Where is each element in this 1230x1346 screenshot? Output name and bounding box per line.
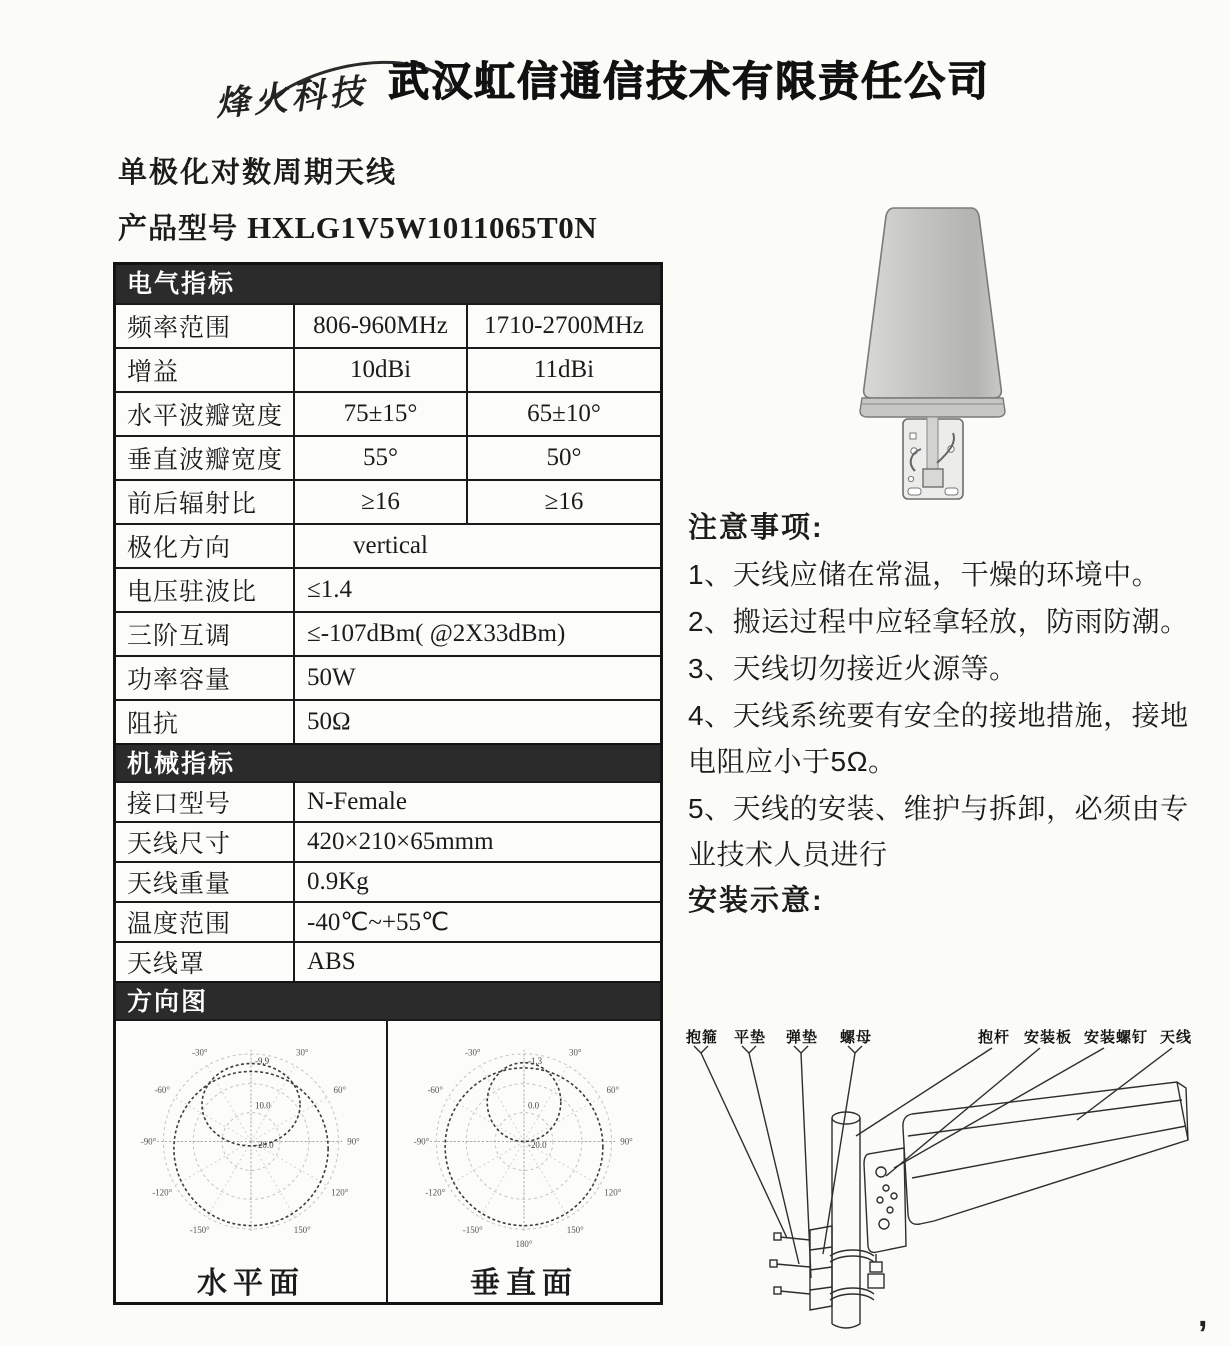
row-value: 50W bbox=[293, 657, 660, 699]
svg-text:-30°: -30° bbox=[464, 1047, 481, 1058]
row-label: 垂直波瓣宽度 bbox=[127, 446, 284, 474]
row-value-band1: 75±15° bbox=[293, 393, 466, 435]
table-row bbox=[116, 567, 660, 611]
svg-text:150°: 150° bbox=[566, 1225, 584, 1236]
row-value: 0.9Kg bbox=[293, 863, 660, 901]
product-title: 单极化对数周期天线 bbox=[118, 157, 398, 189]
row-label: 频率范围 bbox=[127, 314, 232, 342]
row-value-band2: 50° bbox=[466, 437, 660, 479]
svg-text:-60°: -60° bbox=[427, 1085, 443, 1096]
horizontal-pattern-cell bbox=[116, 1021, 388, 1302]
part-label-nut: 螺母 bbox=[840, 1029, 873, 1046]
table-row bbox=[116, 479, 660, 523]
row-value: ABS bbox=[293, 943, 660, 981]
pattern-plots bbox=[116, 1019, 660, 1302]
install-heading: 安装示意: bbox=[688, 885, 824, 917]
part-label-mounting-screw: 安装螺钉 bbox=[1084, 1029, 1149, 1046]
row-value: N-Female bbox=[293, 783, 660, 821]
row-value: 50Ω bbox=[293, 701, 660, 743]
row-value-band1: 806-960MHz bbox=[293, 305, 466, 347]
svg-text:-20.0: -20.0 bbox=[527, 1140, 547, 1151]
part-label-flat-washer: 平垫 bbox=[734, 1029, 767, 1046]
svg-text:60°: 60° bbox=[333, 1085, 347, 1096]
vertical-pattern-plot bbox=[409, 1027, 639, 1256]
row-label: 天线罩 bbox=[127, 950, 206, 978]
svg-text:0.0: 0.0 bbox=[527, 1100, 540, 1111]
svg-text:180°: 180° bbox=[515, 1238, 533, 1249]
svg-text:-150°: -150° bbox=[189, 1225, 210, 1236]
table-row bbox=[116, 861, 660, 901]
plot-caption: 垂直面 bbox=[470, 1267, 578, 1300]
part-label-spring-washer: 弹垫 bbox=[786, 1029, 819, 1046]
notes-section bbox=[688, 505, 1193, 924]
row-value: ≤-107dBm( @2X33dBm) bbox=[293, 613, 660, 655]
row-label: 前后辐射比 bbox=[127, 490, 258, 518]
logo-script-text: 烽火科技 bbox=[213, 72, 369, 124]
installation-drawing bbox=[672, 1018, 1220, 1346]
row-label: 三阶互调 bbox=[127, 622, 232, 650]
plot-caption: 水平面 bbox=[197, 1267, 305, 1300]
svg-text:-90°: -90° bbox=[140, 1136, 157, 1147]
note-item: 3、天线切勿接近火源等。 bbox=[688, 653, 1018, 684]
row-value-band1: 10dBi bbox=[293, 349, 466, 391]
svg-text:150°: 150° bbox=[293, 1225, 311, 1236]
row-value: -40℃~+55℃ bbox=[293, 903, 660, 941]
svg-text:-60°: -60° bbox=[154, 1085, 170, 1096]
product-model-label: 产品型号 bbox=[118, 213, 239, 245]
part-label-mounting-plate: 安装板 bbox=[1024, 1029, 1073, 1046]
svg-text:-20.0: -20.0 bbox=[254, 1140, 274, 1151]
table-row bbox=[116, 523, 660, 567]
antenna-product-image bbox=[845, 195, 1020, 515]
table-row bbox=[116, 941, 660, 981]
vertical-pattern-cell bbox=[388, 1021, 660, 1302]
product-model-line bbox=[118, 206, 597, 247]
company-logo bbox=[205, 42, 405, 122]
svg-text:30°: 30° bbox=[295, 1047, 309, 1058]
note-item: 4、天线系统要有安全的接地措施，接地电阻应小于5Ω。 bbox=[688, 700, 1189, 777]
svg-text:90°: 90° bbox=[620, 1136, 633, 1147]
row-value-band1: 55° bbox=[293, 437, 466, 479]
table-row bbox=[116, 699, 660, 743]
table-row bbox=[116, 901, 660, 941]
svg-text:120°: 120° bbox=[604, 1187, 622, 1198]
row-label: 阻抗 bbox=[127, 710, 180, 738]
svg-text:-90°: -90° bbox=[413, 1136, 430, 1147]
row-value: vertical bbox=[293, 525, 660, 567]
note-item: 2、搬运过程中应轻拿轻放，防雨防潮。 bbox=[688, 606, 1189, 637]
svg-text:-120°: -120° bbox=[152, 1187, 173, 1198]
row-label: 接口型号 bbox=[127, 790, 232, 818]
svg-text:120°: 120° bbox=[331, 1187, 349, 1198]
svg-text:-9.9: -9.9 bbox=[254, 1055, 270, 1066]
row-value-band1: ≥16 bbox=[293, 481, 466, 523]
table-row bbox=[116, 391, 660, 435]
horizontal-pattern-plot bbox=[136, 1027, 366, 1256]
svg-text:-120°: -120° bbox=[425, 1187, 446, 1198]
row-label: 天线重量 bbox=[127, 870, 232, 898]
row-label: 极化方向 bbox=[127, 534, 232, 562]
table-row bbox=[116, 655, 660, 699]
table-row bbox=[116, 781, 660, 821]
svg-text:-1.3: -1.3 bbox=[527, 1055, 543, 1066]
row-label: 温度范围 bbox=[127, 910, 232, 938]
part-label-pole: 抱杆 bbox=[978, 1029, 1011, 1046]
product-model-value: HXLG1V5W1011065T0N bbox=[247, 210, 598, 245]
part-label-antenna: 天线 bbox=[1160, 1029, 1193, 1046]
table-row bbox=[116, 611, 660, 655]
row-label: 天线尺寸 bbox=[127, 830, 232, 858]
note-item: 1、天线应储在常温，干燥的环境中。 bbox=[688, 559, 1161, 590]
spec-table bbox=[113, 262, 663, 1305]
row-label: 增益 bbox=[127, 358, 180, 386]
row-value: ≤1.4 bbox=[293, 569, 660, 611]
svg-text:-150°: -150° bbox=[462, 1225, 483, 1236]
row-label: 功率容量 bbox=[127, 666, 232, 694]
table-row bbox=[116, 435, 660, 479]
section-header-pattern: 方向图 bbox=[116, 981, 660, 1019]
row-label: 水平波瓣宽度 bbox=[127, 402, 284, 430]
svg-text:60°: 60° bbox=[606, 1085, 620, 1096]
company-name: 武汉虹信通信技术有限责任公司 bbox=[388, 58, 990, 104]
table-row bbox=[116, 347, 660, 391]
svg-text:10.0: 10.0 bbox=[254, 1100, 271, 1111]
part-label-clamp: 抱箍 bbox=[686, 1029, 719, 1046]
table-row bbox=[116, 821, 660, 861]
scan-artifact: , bbox=[1198, 1296, 1208, 1334]
row-value-band2: 65±10° bbox=[466, 393, 660, 435]
svg-text:-30°: -30° bbox=[191, 1047, 208, 1058]
notes-heading: 注意事项: bbox=[688, 512, 824, 544]
svg-text:30°: 30° bbox=[568, 1047, 582, 1058]
note-item: 5、天线的安装、维护与拆卸，必须由专业技术人员进行 bbox=[688, 793, 1189, 870]
section-header-electrical: 电气指标 bbox=[116, 265, 660, 303]
svg-text:90°: 90° bbox=[347, 1136, 360, 1147]
row-value: 420×210×65mmm bbox=[293, 823, 660, 861]
row-label: 电压驻波比 bbox=[127, 578, 258, 606]
row-value-band2: 11dBi bbox=[466, 349, 660, 391]
section-header-mechanical: 机械指标 bbox=[116, 743, 660, 781]
installation-diagram bbox=[672, 1018, 1220, 1346]
row-value-band2: ≥16 bbox=[466, 481, 660, 523]
table-row bbox=[116, 303, 660, 347]
row-value-band2: 1710-2700MHz bbox=[466, 305, 660, 347]
